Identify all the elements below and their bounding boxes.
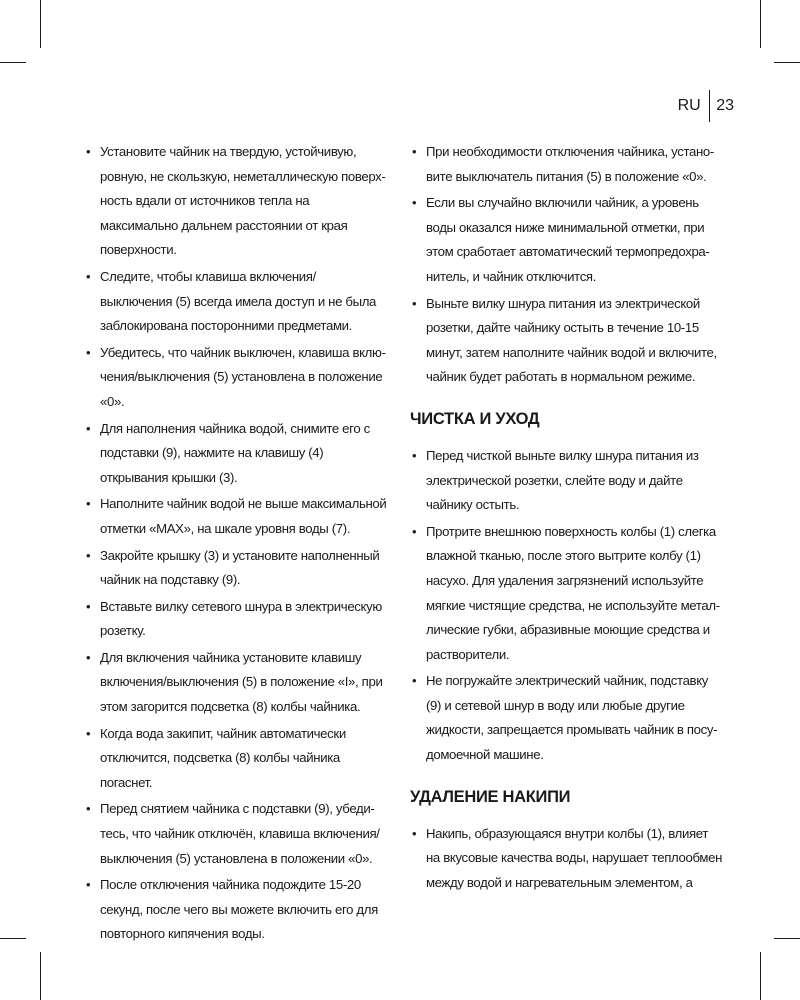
header-divider [709, 90, 711, 122]
section-heading-cleaning: ЧИСТКА И УХОД [410, 409, 540, 428]
crop-mark [40, 0, 41, 48]
list-item: • Следите, чтобы клавиша включения/выключения (5) всегда имела доступ и не была заблокирована посторонними предметами. [84, 265, 388, 339]
crop-mark [774, 938, 800, 939]
list-item: • Когда вода закипит, чайник автоматически отключится, подсветка (8) колбы чайника погаснет. [84, 722, 388, 796]
section-heading-descaling: УДАЛЕНИЕ НАКИПИ [410, 787, 571, 806]
instruction-list [410, 140, 725, 390]
list-item: • Наполните чайник водой не выше максимальной отметки «MAX», на шкале уровня воды (7). [84, 492, 388, 541]
list-item: • Для включения чайника установите клавишу включения/выключения (5) в положение «I», при этом загорится подсветка (8) колбы чайника. [84, 646, 388, 720]
right-column [410, 140, 725, 897]
list-item: • Установите чайник на твердую, устойчивую, ровную, не скользкую, неметаллическую поверхность вдали от источников тепла на максимально дальнем расстоянии от края поверхности. [84, 140, 388, 263]
cleaning-list [410, 444, 725, 768]
list-item: • Закройте крышку (3) и установите наполненный чайник на подставку (9). [84, 544, 388, 593]
list-item: • Перед чисткой выньте вилку шнура питания из электрической розетки, слейте воду и дайте чайнику остыть. [410, 444, 725, 518]
crop-mark [774, 62, 800, 63]
list-item: • Вставьте вилку сетевого шнура в электрическую розетку. [84, 595, 388, 644]
page-header [678, 90, 734, 122]
list-item: • Для наполнения чайника водой, снимите его с подставки (9), нажмите на клавишу (4) открывания крышки (3). [84, 417, 388, 491]
left-column [84, 140, 388, 949]
list-item: • Протрите внешнюю поверхность колбы (1) слегка влажной тканью, после этого вытрите колбу (1) насухо. Для удаления загрязнений используйте мягкие чистящие средства, не используйте металлические губки, абразивные моющие средства и растворители. [410, 520, 725, 668]
list-item: • Накипь, образующаяся внутри колбы (1), влияет на вкусовые качества воды, нарушает теплообмен между водой и нагревательным элементом, а [410, 822, 725, 896]
crop-mark [0, 938, 26, 939]
instruction-list [84, 140, 388, 947]
list-item: • Перед снятием чайника с подставки (9), убедитесь, что чайник отключён, клавиша включения/выключения (5) установлена в положении «0». [84, 797, 388, 871]
list-item: • При необходимости отключения чайника, установите выключатель питания (5) в положение «0». [410, 140, 725, 189]
list-item: • Убедитесь, что чайник выключен, клавиша включения/выключения (5) установлена в положение «0». [84, 341, 388, 415]
crop-mark [40, 952, 41, 1000]
list-item: • Не погружайте электрический чайник, подставку (9) и сетевой шнур в воду или любые другие жидкости, запрещается промывать чайник в посудомоечной машине. [410, 669, 725, 767]
list-item: • После отключения чайника подождите 15-20 секунд, после чего вы можете включить его для повторного кипячения воды. [84, 873, 388, 947]
page-number: 23 [716, 97, 734, 114]
crop-mark [760, 0, 761, 48]
language-code: RU [677, 97, 701, 114]
crop-mark [0, 62, 26, 63]
descaling-list [410, 822, 725, 896]
list-item: • Если вы случайно включили чайник, а уровень воды оказался ниже минимальной отметки, при этом сработает автоматический термопредохранитель, и чайник отключится. [410, 191, 725, 289]
list-item: • Выньте вилку шнура питания из электрической розетки, дайте чайнику остыть в течение 10-15 минут, затем наполните чайник водой и включите, чайник будет работать в нормальном режиме. [410, 292, 725, 390]
crop-mark [760, 952, 761, 1000]
